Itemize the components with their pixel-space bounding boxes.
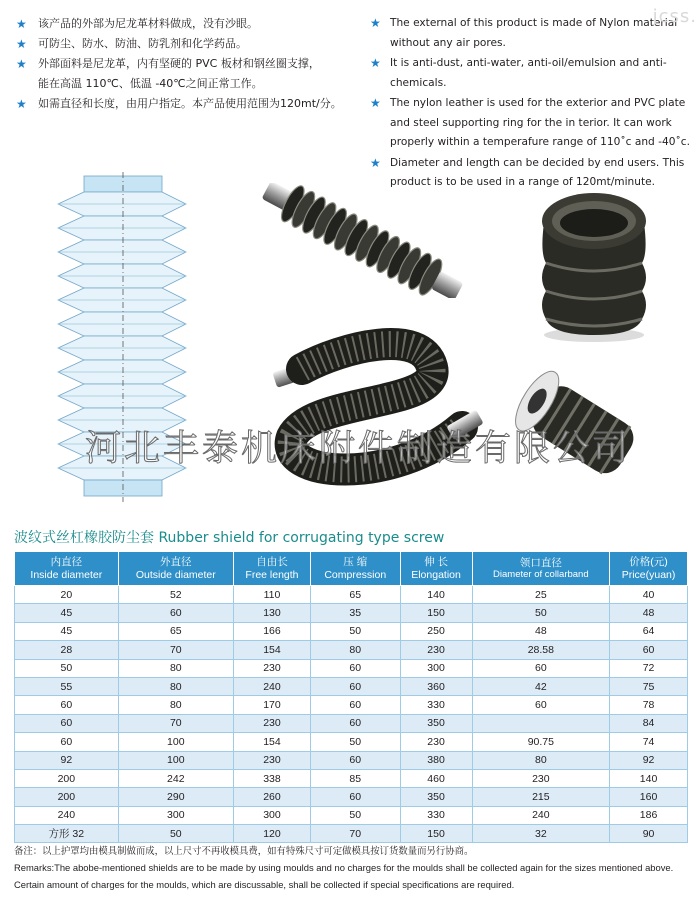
star-bullet-icon: ★ [370,96,381,110]
table-cell: 140 [610,769,688,787]
table-row [15,769,688,787]
table-cell: 20 [15,586,119,604]
table-cell: 150 [400,604,472,622]
table-cell: 40 [610,586,688,604]
feature-item-en: ★ The external of this product is made of Nylon material without any air pores. [370,16,678,49]
table-cell: 50 [311,806,401,824]
column-header [118,552,233,586]
table-cell: 60 [311,659,401,677]
table-row [15,586,688,604]
table-cell: 330 [400,806,472,824]
column-header [472,552,610,586]
table-row [15,696,688,714]
table-row [15,806,688,824]
column-header-zh: 外直径 [160,555,192,568]
column-header [610,552,688,586]
table-cell: 300 [233,806,310,824]
table-title: 波纹式丝杠橡胶防尘套 Rubber shield for corrugating type screw [14,530,445,546]
feature-item-en: ★ It is anti-dust, anti-water, anti-oil/emulsion and anti-chemicals. [370,56,667,89]
round-bellows-photo [532,183,657,343]
table-cell: 45 [15,622,119,640]
table-cell: 74 [610,733,688,751]
table-cell: 60 [311,714,401,732]
table-cell: 60 [311,788,401,806]
table-cell: 50 [311,733,401,751]
table-cell: 70 [118,714,233,732]
table-cell: 170 [233,696,310,714]
column-header-en: Free length [245,568,299,581]
spec-table [14,551,688,843]
column-header-zh: 压 缩 [343,555,368,568]
table-row [15,714,688,732]
column-header-en: Elongation [411,568,461,581]
table-cell: 250 [400,622,472,640]
feature-item-zh: ★ 该产品的外部为尼龙革材料做成，没有沙眼。 [14,14,354,34]
table-cell [472,714,610,732]
table-cell: 92 [15,751,119,769]
table-cell: 28.58 [472,641,610,659]
table-cell: 50 [472,604,610,622]
table-cell: 80 [118,696,233,714]
column-header [15,552,119,586]
table-cell: 60 [311,751,401,769]
star-bullet-icon: ★ [370,155,381,170]
table-cell: 230 [400,641,472,659]
table-cell: 50 [15,659,119,677]
table-cell: 160 [610,788,688,806]
remarks [14,842,694,893]
table-row [15,788,688,806]
table-cell: 64 [610,622,688,640]
table-cell: 75 [610,677,688,695]
star-bullet-icon: ★ [16,97,27,111]
column-header-zh: 价格(元) [629,555,668,568]
table-cell: 50 [118,825,233,843]
feature-list-en [368,14,690,194]
feature-item-zh: ★ 如需直径和长度，由用户指定。本产品使用范围为120mt/分。 [14,94,354,114]
table-cell: 65 [311,586,401,604]
table-cell: 80 [118,677,233,695]
star-bullet-icon: ★ [370,56,381,70]
table-cell: 70 [118,641,233,659]
table-cell: 60 [311,677,401,695]
star-bullet-icon: ★ [16,37,27,51]
table-cell: 25 [472,586,610,604]
table-cell: 360 [400,677,472,695]
table-cell: 260 [233,788,310,806]
column-header-zh: 伸 长 [424,555,448,568]
table-cell: 60 [15,733,119,751]
star-bullet-icon: ★ [16,17,27,31]
table-cell: 72 [610,659,688,677]
column-header-zh: 内直径 [50,555,83,568]
table-cell: 60 [15,714,119,732]
table-cell: 50 [311,622,401,640]
table-cell: 48 [472,622,610,640]
table-cell: 45 [15,604,119,622]
table-cell: 350 [400,714,472,732]
feature-list-zh [14,14,354,114]
table-cell: 100 [118,733,233,751]
table-cell: 85 [311,769,401,787]
table-row [15,825,688,843]
column-header-en: Diameter of collarband [493,569,589,580]
table-row [15,677,688,695]
feature-item-zh: ★ 可防尘、防水、防油、防乳剂和化学药品。 [14,34,354,54]
table-cell: 120 [233,825,310,843]
table-cell: 186 [610,806,688,824]
table-row [15,733,688,751]
table-row [15,604,688,622]
table-cell: 70 [311,825,401,843]
table-cell: 60 [472,659,610,677]
table-cell: 230 [400,733,472,751]
straight-bellows-photo [256,183,471,298]
table-cell: 200 [15,788,119,806]
table-cell: 130 [233,604,310,622]
table-cell: 460 [400,769,472,787]
table-cell: 78 [610,696,688,714]
table-cell: 55 [15,677,119,695]
table-cell: 65 [118,622,233,640]
table-row [15,641,688,659]
column-header-en: Outside diameter [135,568,216,581]
table-cell: 300 [118,806,233,824]
table-cell: 28 [15,641,119,659]
table-row [15,751,688,769]
column-header-en: Inside diameter [30,568,103,581]
table-cell: 32 [472,825,610,843]
table-cell: 60 [311,696,401,714]
company-watermark: 河北丰泰机床附件制造有限公司 [84,428,631,469]
column-header-en: Compression [324,568,387,581]
table-cell: 100 [118,751,233,769]
table-cell: 290 [118,788,233,806]
table-cell: 230 [233,659,310,677]
feature-item-zh: ★ 外部面料是尼龙革，内有坚硬的 PVC 板材和钢丝圈支撑， 能在高温 110℃、低温 -40℃之间正常工作。 [14,54,354,94]
table-row [15,659,688,677]
table-cell: 方形 32 [15,825,119,843]
table-cell: 60 [610,641,688,659]
table-cell: 90 [610,825,688,843]
table-cell: 240 [233,677,310,695]
table-cell: 35 [311,604,401,622]
table-cell: 380 [400,751,472,769]
table-cell: 84 [610,714,688,732]
table-cell: 48 [610,604,688,622]
table-cell: 230 [233,714,310,732]
column-header-zh: 领口直径 [519,557,562,569]
table-cell: 240 [15,806,119,824]
table-cell: 60 [118,604,233,622]
star-bullet-icon: ★ [16,57,27,71]
feature-item-en: ★ The nylon leather is used for the exterior and PVC plate and steel supporting ring for the in terior. It can work properly within a temperafure range of 110˚c and -40˚c. [370,96,690,148]
table-cell: 154 [233,641,310,659]
table-cell: 150 [400,825,472,843]
table-body [15,586,688,843]
table-cell: 154 [233,733,310,751]
table-cell: 230 [233,751,310,769]
remarks-zh: 备注：以上护罩均由模具制做而成，以上尺寸不再收模具费，如有特殊尺寸可定做模具按订货数量而另行协商。 [14,845,474,856]
table-cell: 200 [15,769,119,787]
feature-item-en: ★ Diameter and length can be decided by end users. This product is to be used in a range of 120mt/minute. [370,155,685,188]
table-cell: 140 [400,586,472,604]
table-cell: 110 [233,586,310,604]
table-cell: 215 [472,788,610,806]
table-cell: 52 [118,586,233,604]
table-cell: 350 [400,788,472,806]
table-cell: 42 [472,677,610,695]
table-cell: 80 [118,659,233,677]
column-header [233,552,310,586]
table-cell: 338 [233,769,310,787]
table-cell: 230 [472,769,610,787]
column-header-zh: 自由长 [256,555,288,568]
table-cell: 242 [118,769,233,787]
table-cell: 92 [610,751,688,769]
table-cell: 240 [472,806,610,824]
table-cell: 60 [15,696,119,714]
table-cell: 90.75 [472,733,610,751]
table-cell: 330 [400,696,472,714]
table-header-row [15,552,688,586]
table-row [15,622,688,640]
column-header-en: Price(yuan) [621,568,676,581]
star-bullet-icon: ★ [370,16,381,30]
table-cell: 166 [233,622,310,640]
remarks-en: Remarks:The abobe-mentioned shields are to be made by using moulds and no charges for the moulds shall be collected again for the sizes mentioned above. Certain amount of charges for the moulds, which are discussable, shall be collected if special specifications are required. [14,862,674,890]
table-cell: 80 [472,751,610,769]
corner-watermark: jcss. [652,6,697,27]
column-header [311,552,401,586]
table-cell: 60 [472,696,610,714]
table-cell: 80 [311,641,401,659]
table-cell: 300 [400,659,472,677]
column-header [400,552,472,586]
